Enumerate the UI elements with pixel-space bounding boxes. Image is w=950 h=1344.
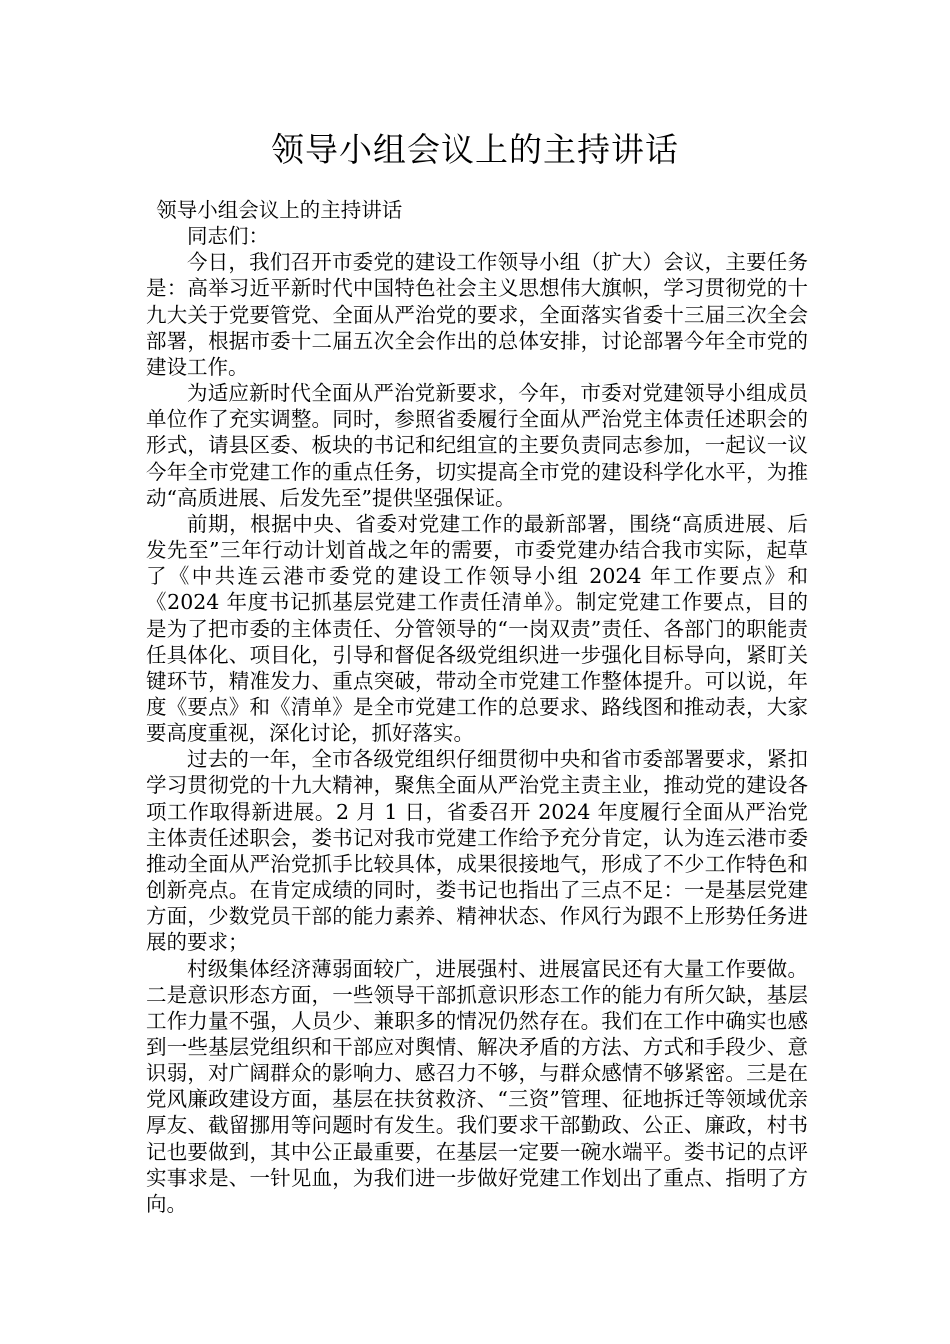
salutation: 同志们： [187, 224, 269, 249]
document-body [146, 197, 808, 1217]
paragraph: 村级集体经济薄弱面较广，进展强村、进展富民还有大量工作要做。二是意识形态方面，一些领导干部抓意识形态工作的能力有所欠缺，基层工作力量不强，人员少、兼职多的情况仍然存在。我们在工作中确实也感到一些基层党组织和干部应对舆情、解决矛盾的方法、方式和手段少、意识弱，对广阔群众的影响力、感召力不够，与群众感情不够紧密。三是在党风廉政建设方面，基层在扶贫救济、“三资”管理、征地拆迁等领域优亲厚友、截留挪用等问题时有发生。我们要求干部勤政、公正、廉政，村书记也要做到，其中公正最重要，在基层一定要一碗水端平。娄书记的点评实事求是、一针见血，为我们进一步做好党建工作划出了重点、指明了方向。 [146, 956, 808, 1216]
paragraph: 今日，我们召开市委党的建设工作领导小组（扩大）会议，主要任务是：高举习近平新时代中国特色社会主义思想伟大旗帜，学习贯彻党的十九大关于党要管党、全面从严治党的要求，全面落实省委十三届三次全会部署，根据市委十二届五次全会作出的总体安排，讨论部署今年全市党的建设工作。 [146, 250, 808, 379]
document-subtitle: 领导小组会议上的主持讲话 [156, 198, 403, 222]
document-title: 领导小组会议上的主持讲话 [271, 130, 679, 169]
paragraph: 过去的一年，全市各级党组织仔细贯彻中央和省市委部署要求，紧扣学习贯彻党的十九大精神，聚焦全面从严治党主责主业，推动党的建设各项工作取得新进展。2 月 1 日，省委召开 2024 年度履行全面从严治党主体责任述职会，娄书记对我市党建工作给予充分肯定，认为连云港市委推动全面从严治党抓手比较具体，成果很接地气，形成了不少工作特色和创新亮点。在肯定成绩的同时，娄书记也指出了三点不足：一是基层党建方面，少数党员干部的能力素养、精神状态、作风行为跟不上形势任务进展的要求； [146, 747, 808, 955]
paragraph: 为适应新时代全面从严治党新要求，今年，市委对党建领导小组成员单位作了充实调整。同时，参照省委履行全面从严治党主体责任述职会的形式，请县区委、板块的书记和纪组宣的主要负责同志参加，一起议一议今年全市党建工作的重点任务，切实提高全市党的建设科学化水平，为推动“高质进展、后发先至”提供坚强保证。 [146, 381, 808, 510]
paragraph: 前期，根据中央、省委对党建工作的最新部署，围绕“高质进展、后发先至”三年行动计划首战之年的需要，市委党建办结合我市实际，起草了《中共连云港市委党的建设工作领导小组 2024 年工作要点》和《2024 年度书记抓基层党建工作责任清单》。制定党建工作要点，目的是为了把市委的主体责任、分管领导的“一岗双责”责任、各部门的职能责任具体化、项目化，引导和督促各级党组织进一步强化目标导向，紧盯关键环节，精准发力、重点突破，带动全市党建工作整体提升。可以说，年度《要点》和《清单》是全市党建工作的总要求、路线图和推动表，大家要高度重视，深化讨论，抓好落实。 [146, 511, 808, 746]
